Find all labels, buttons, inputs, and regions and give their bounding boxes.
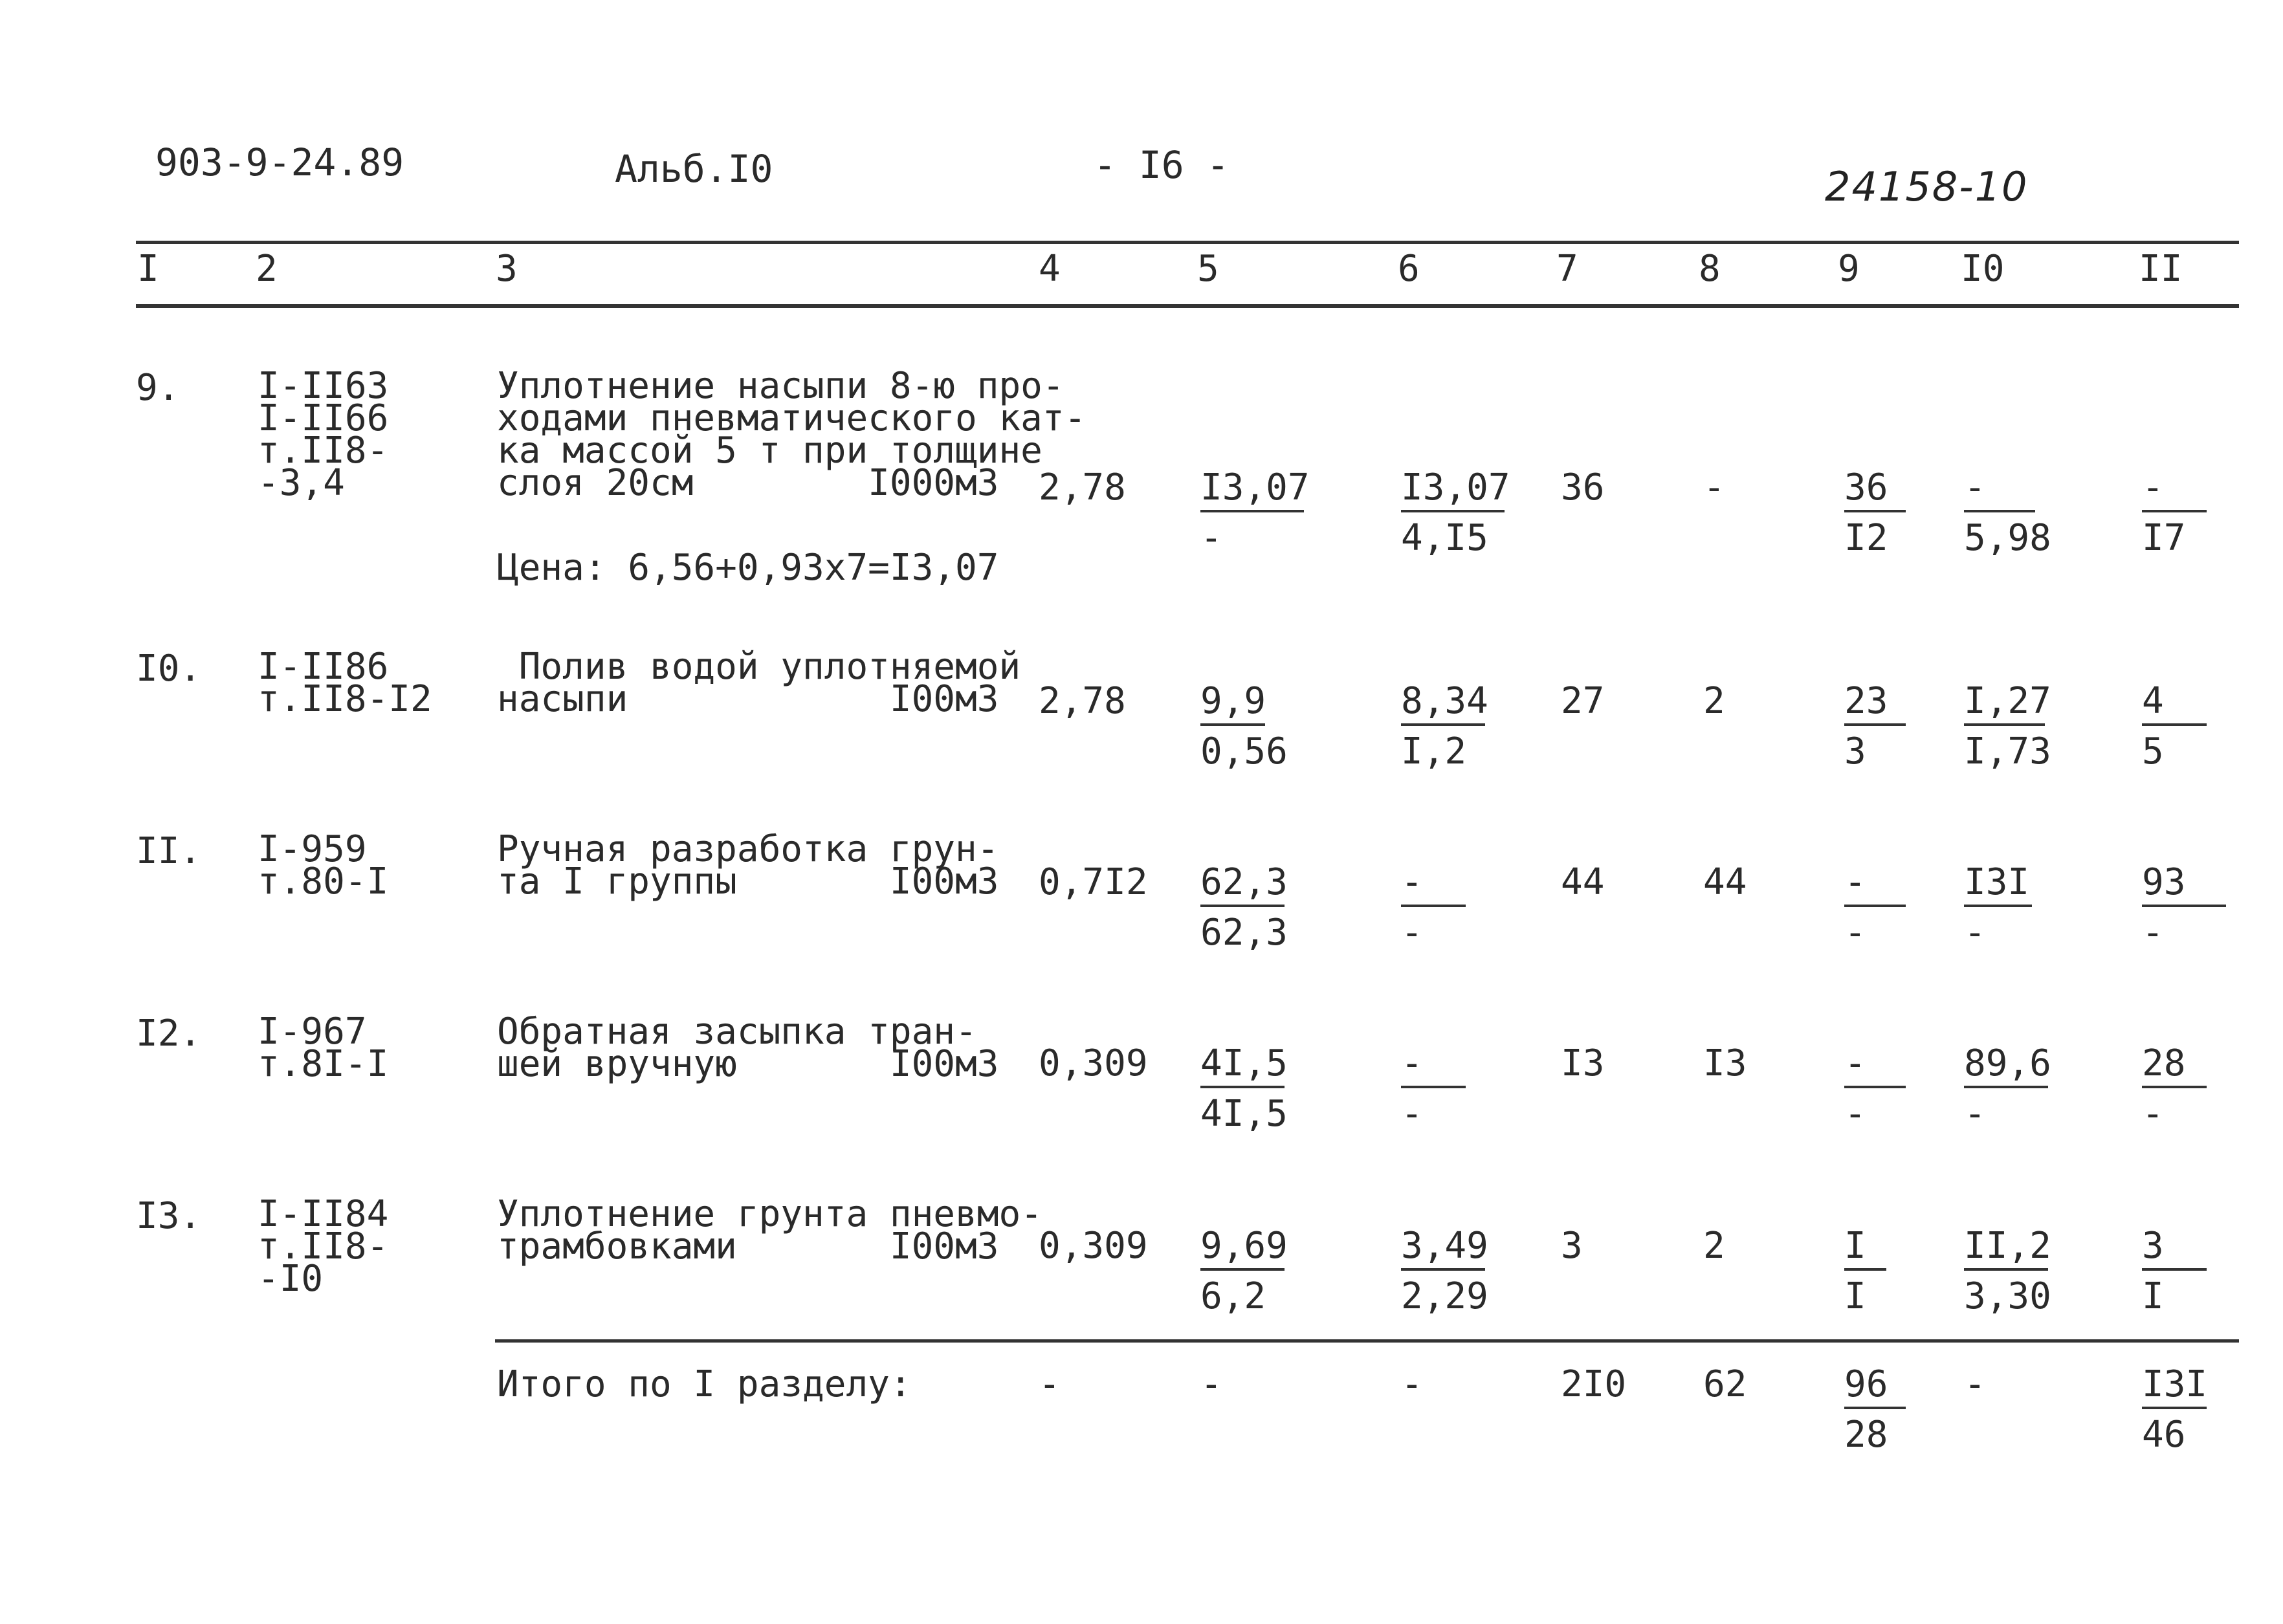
value: 62 xyxy=(1703,1363,1747,1405)
norm-code: I-II84 т.II8- -I0 xyxy=(258,1193,389,1300)
fraction-value: 23 3 xyxy=(1844,683,1906,770)
fraction-value: I3,07 4,I5 xyxy=(1401,466,1510,559)
norm-code: I-959 т.80-I xyxy=(258,828,389,903)
value: 3 xyxy=(1561,1225,1583,1267)
album-number: Альб.I0 xyxy=(615,147,773,191)
fraction-value: I,27 I,73 xyxy=(1964,680,2051,773)
value: - xyxy=(1964,1363,1986,1405)
row-number: I0. xyxy=(136,648,202,690)
work-description: Уплотнение насыпи 8-ю про- ходами пневматического кат- ка массой 5 т при толщине слоя 20см I000м3 xyxy=(497,365,1086,504)
fraction-value: 3 I xyxy=(2142,1228,2207,1315)
row-number: I3. xyxy=(136,1195,202,1237)
fraction-value: 8,34 I,2 xyxy=(1401,680,1488,773)
fraction-value: 3,49 2,29 xyxy=(1401,1225,1488,1317)
column-number: 2 xyxy=(256,248,278,290)
fraction-value: 96 28 xyxy=(1844,1366,1906,1453)
column-number: 5 xyxy=(1197,248,1219,290)
fraction-value: I I xyxy=(1844,1228,1886,1315)
column-number: I0 xyxy=(1961,248,2005,290)
fraction-value: I3I 46 xyxy=(2142,1363,2208,1456)
fraction-value: 4 5 xyxy=(2142,683,2207,770)
fraction-value: 36 I2 xyxy=(1844,470,1906,556)
row-number: II. xyxy=(136,830,202,872)
value: 2I0 xyxy=(1561,1363,1627,1405)
column-number: 3 xyxy=(496,248,518,290)
totals-label: Итого по I разделу: xyxy=(497,1363,912,1405)
column-number: I xyxy=(137,248,159,290)
work-description: Ручная разработка грун- та I группы I00м3 xyxy=(497,828,999,903)
value: I3 xyxy=(1561,1042,1605,1084)
page-number: - I6 - xyxy=(1094,143,1230,187)
column-number: 7 xyxy=(1556,248,1578,290)
value: - xyxy=(1200,1363,1222,1405)
value: 44 xyxy=(1561,861,1605,903)
fraction-value: 93 - xyxy=(2142,864,2226,951)
table-top-rule xyxy=(136,241,2239,244)
quantity-value: 2,78 xyxy=(1039,466,1126,509)
value: - xyxy=(1039,1363,1061,1405)
fraction-value: - - xyxy=(1401,1046,1466,1132)
fraction-value: I3,07 - xyxy=(1200,466,1310,559)
row-number: I2. xyxy=(136,1013,202,1055)
row-number: 9. xyxy=(136,367,180,409)
work-description: Полив водой уплотняемой насыпи I00м3 xyxy=(497,646,1021,720)
value: 36 xyxy=(1561,466,1605,509)
norm-code: I-II63 I-II66 т.II8- -3,4 xyxy=(258,365,389,504)
fraction-value: 89,6 - xyxy=(1964,1042,2051,1135)
value: 2 xyxy=(1703,1225,1725,1267)
value: 2 xyxy=(1703,680,1725,722)
fraction-value: 62,3 62,3 xyxy=(1200,861,1288,954)
totals-rule xyxy=(495,1339,2239,1343)
fraction-value: - I7 xyxy=(2142,470,2207,556)
value: 44 xyxy=(1703,861,1747,903)
fraction-value: 9,9 0,56 xyxy=(1200,680,1288,773)
column-number: II xyxy=(2139,248,2183,290)
fraction-value: 28 - xyxy=(2142,1046,2207,1132)
quantity-value: 0,309 xyxy=(1039,1042,1148,1084)
column-number: 6 xyxy=(1398,248,1420,290)
quantity-value: 0,7I2 xyxy=(1039,861,1148,903)
fraction-value: - - xyxy=(1844,864,1906,951)
work-description: Уплотнение грунта пневмо- трамбовками I00м3 xyxy=(497,1193,1042,1267)
document-code: 903-9-24.89 xyxy=(155,140,404,184)
quantity-value: 2,78 xyxy=(1039,680,1126,722)
value: - xyxy=(1401,1363,1423,1405)
fraction-value: 4I,5 4I,5 xyxy=(1200,1042,1288,1135)
norm-code: I-967 т.8I-I xyxy=(258,1011,389,1085)
column-header-rule xyxy=(136,304,2239,308)
work-description: Обратная засыпка тран- шей вручную I00м3 xyxy=(497,1011,999,1085)
column-number: 4 xyxy=(1039,248,1061,290)
value: 27 xyxy=(1561,680,1605,722)
price-note: Цена: 6,56+0,93х7=I3,07 xyxy=(497,547,999,589)
value: I3 xyxy=(1703,1042,1747,1084)
fraction-value: - 5,98 xyxy=(1964,466,2051,559)
column-number: 9 xyxy=(1838,248,1860,290)
column-number: 8 xyxy=(1699,248,1721,290)
norm-code: I-II86 т.II8-I2 xyxy=(258,646,432,720)
fraction-value: - - xyxy=(1844,1046,1906,1132)
fraction-value: I3I - xyxy=(1964,864,2032,951)
fraction-value: II,2 3,30 xyxy=(1964,1225,2051,1317)
fraction-value: 9,69 6,2 xyxy=(1200,1225,1288,1317)
quantity-value: 0,309 xyxy=(1039,1225,1148,1267)
fraction-value: - - xyxy=(1401,864,1466,951)
value: - xyxy=(1703,466,1725,509)
handwritten-inventory-number: 24158-10 xyxy=(1825,163,2029,210)
